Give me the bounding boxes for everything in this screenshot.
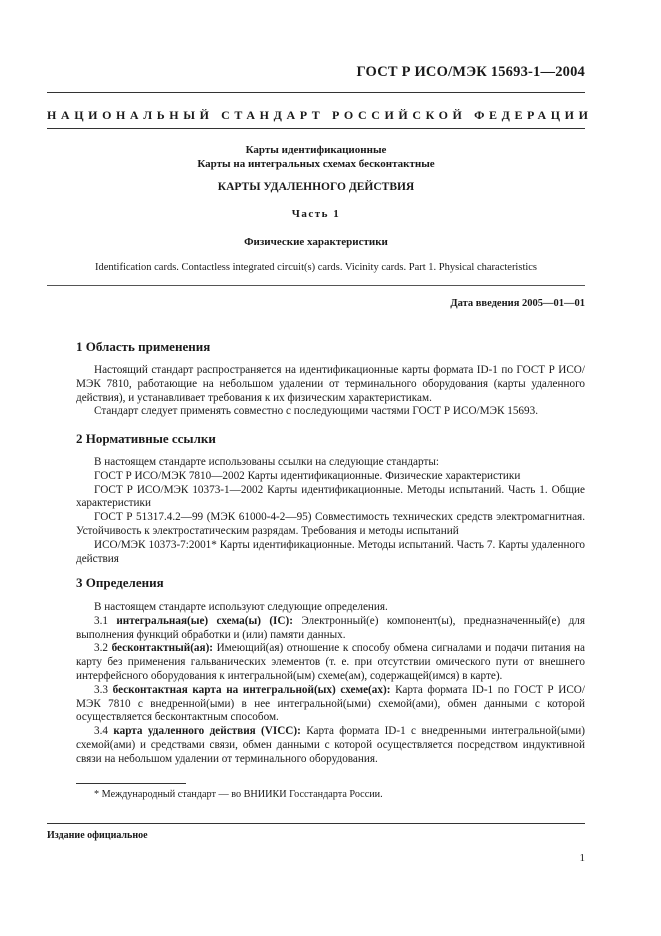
banner-rule — [47, 128, 585, 129]
reference-2: ГОСТ Р ИСО/МЭК 10373-1—2002 Карты идентификационные. Методы испытаний. Часть 1. Общие характеристики — [76, 483, 585, 510]
definition-3-3: 3.3 бесконтактная карта на интегральной(ых) схеме(ах): Карта формата ID-1 по ГОСТ Р ИСО/МЭК 7810 с внедренной(ыми) в нее интегральной(ыми) схемой(ами), обмен данными с которой осуществляется бесконтактным способом. — [76, 683, 585, 724]
introduction-date: Дата введения 2005—01—01 — [450, 298, 585, 309]
document-code: ГОСТ Р ИСО/МЭК 15693-1—2004 — [356, 64, 585, 80]
reference-4: ИСО/МЭК 10373-7:2001* Карты идентификационные. Методы испытаний. Часть 7. Карты удаленного действия — [76, 538, 585, 565]
section-1-paragraph-2: Стандарт следует применять совместно с последующими частями ГОСТ Р ИСО/МЭК 15693. — [94, 405, 538, 418]
title-line-1: Карты идентификационные — [245, 144, 387, 156]
section-1-paragraph-1: Настоящий стандарт распространяется на идентификационные карты формата ID-1 по ГОСТ Р ИСО/МЭК 7810, работающие на небольшом удалении от терминального оборудования (карты удаленного действия), и устанавливает требования к их физическим характеристикам. — [76, 364, 585, 404]
title-rule — [47, 285, 585, 286]
section-3-intro: В настоящем стандарте используют следующие определения. — [94, 601, 388, 613]
definition-3-2: 3.2 бесконтактный(ая): Имеющий(ая) отношение к способу обмена сигналами и подачи питания на карту без применения гальванических элементов (т. е. при отсутствии омического пути от внешнего интерфейсного оборудования к интегральной(ым) схеме(ам), содержащей(имся) в карте). — [76, 642, 585, 682]
section-2-body — [76, 456, 585, 566]
header-rule — [47, 92, 585, 93]
title-line-2: Карты на интегральных схемах бесконтактные — [197, 158, 435, 170]
standard-banner: НАЦИОНАЛЬНЫЙ СТАНДАРТ РОССИЙСКОЙ ФЕДЕРАЦИИ — [47, 108, 593, 122]
section-3-body — [76, 601, 585, 767]
footnote-rule — [76, 783, 186, 784]
section-2-intro: В настоящем стандарте использованы ссылки на следующие стандарты: — [94, 456, 439, 468]
reference-3: ГОСТ Р 51317.4.2—99 (МЭК 61000-4-2—95) Совместимость технических средств электромагнитная. Устойчивость к электростатическим разрядам. Требования и методы испытаний — [76, 511, 585, 537]
section-1-heading: 1 Область применения — [76, 339, 211, 354]
section-1-body — [76, 364, 585, 419]
english-title: Identification cards. Contactless integrated circuit(s) cards. Vicinity cards. Part 1. Physical characteristics — [94, 262, 538, 273]
main-title: КАРТЫ УДАЛЕННОГО ДЕЙСТВИЯ — [217, 181, 415, 193]
footnote: * Международный стандарт — во ВНИИКИ Госстандарта России. — [94, 789, 383, 800]
subtitle: Физические характеристики — [244, 236, 388, 248]
definition-3-1: 3.1 интегральная(ые) схема(ы) (IC): Электронный(е) компонент(ы), предназначенный(е) для выполнения функций обработки и (или) памяти данных. — [76, 614, 585, 641]
footer-rule — [47, 823, 585, 824]
section-2-heading: 2 Нормативные ссылки — [76, 431, 216, 446]
definition-3-4: 3.4 карта удаленного действия (VICC): Карта формата ID-1 с внедренными интегральной(ыми) схемой(ами) и средствами связи, обмен данными с которой осуществляется посредством индуктивной связи на небольшом удалении от терминального оборудования. — [76, 725, 586, 765]
part-title: Часть 1 — [291, 208, 341, 220]
title-block — [47, 143, 585, 171]
reference-1: ГОСТ Р ИСО/МЭК 7810—2002 Карты идентификационные. Физические характеристики — [94, 469, 521, 482]
section-3-heading: 3 Определения — [76, 575, 164, 590]
page-number: 1 — [579, 852, 585, 864]
edition-label: Издание официальное — [47, 830, 148, 841]
